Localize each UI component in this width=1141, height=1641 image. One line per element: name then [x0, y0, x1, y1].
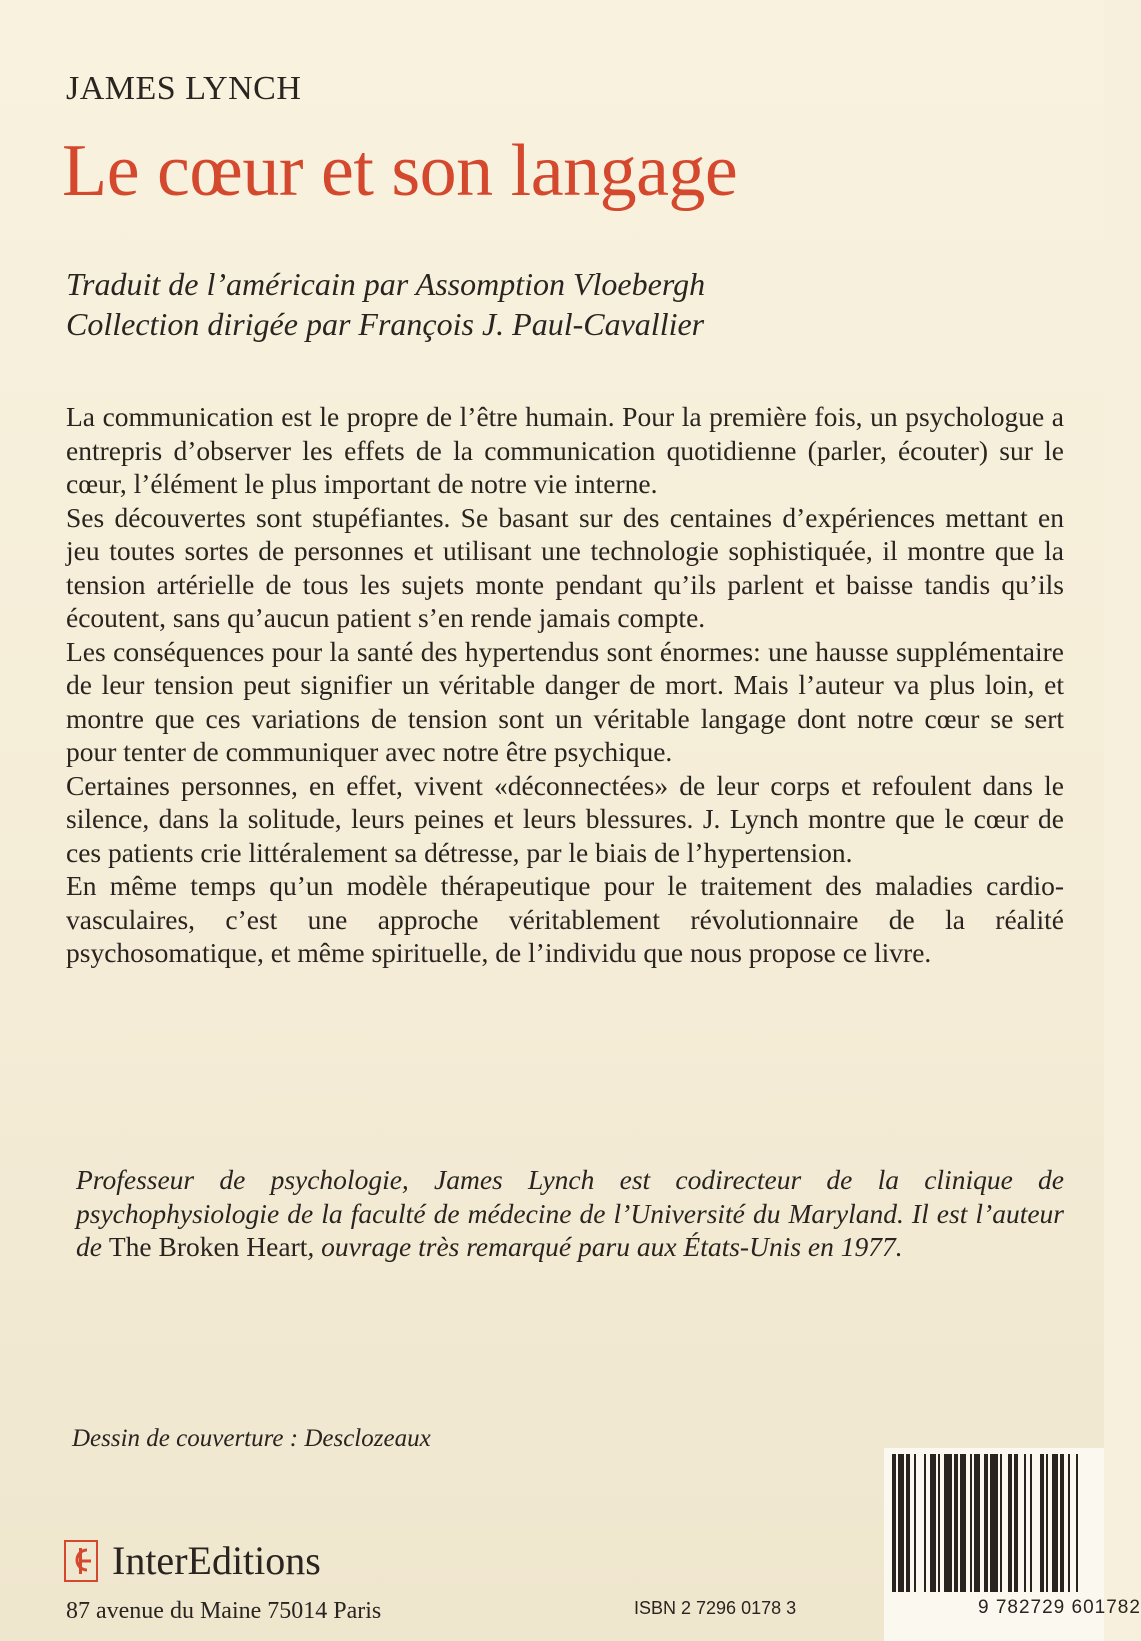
blurb-paragraph: Certaines personnes, en effet, vivent «déconnectées» de leur corps et refoulent dans le silence, dans la solitude, leurs peines et leurs blessures. J. Lynch montre que le cœur de ces patients crie littéralement sa détresse, par le biais de l’hypertension. [66, 769, 1064, 868]
barcode-bar [938, 1454, 940, 1592]
barcode-bar [1060, 1454, 1064, 1592]
isbn-number: ISBN 2 7296 0178 3 [634, 1598, 797, 1618]
barcode-bar [914, 1454, 916, 1592]
barcode-bar [960, 1454, 966, 1592]
barcode-bar [930, 1454, 936, 1592]
barcode-bar [1008, 1454, 1012, 1592]
bio-text: , ouvrage très remarqué paru aux États-Unis en 1977. [307, 1231, 903, 1262]
author-bio [76, 1163, 1064, 1264]
blurb-paragraph: Les conséquences pour la santé des hypertendus sont énormes: une hausse supplémentaire de leur tension peut signifier un véritable danger de mort. Mais l’auteur va plus loin, et montre que ces variations de tension sont un véritable langage dont notre cœur se sert pour tenter de communiquer avec notre être psychique. [66, 635, 1064, 767]
publisher-address: 87 avenue du Maine 75014 Paris [66, 1598, 382, 1624]
barcode-bar [1024, 1454, 1026, 1592]
translator-credit: Traduit de l’américain par Assomption Vloebergh [66, 266, 706, 302]
blurb-text [66, 400, 1064, 970]
blurb-paragraph: Ses découvertes sont stupéfiantes. Se basant sur des centaines d’expériences mettant en jeu toutes sortes de personnes et utilisant une technologie sophistiquée, il montre que la tension artérielle de tous les sujets monte pendant qu’ils parlent et baisse tandis qu’ils écoutent, sans qu’aucun patient s’en rende jamais compte. [66, 501, 1064, 633]
barcode-bar [906, 1454, 910, 1592]
barcode-digits: 9 782729 601782 [978, 1597, 1141, 1618]
barcode-bar [924, 1454, 926, 1592]
barcode-bar [1068, 1454, 1070, 1592]
barcode-bar [944, 1454, 952, 1592]
publisher-logo-icon [64, 1540, 98, 1582]
publisher-name: InterEditions [112, 1538, 321, 1583]
publisher-block [64, 1537, 321, 1584]
bio-book-title: The Broken Heart [108, 1231, 308, 1262]
bio-text: Professeur de psychologie, James Lynch est codirecteur de la clinique de psychophysiologie de la faculté de médecine de l’Université du Maryland. Il est l’auteur de [76, 1164, 1064, 1262]
barcode-bar [1046, 1454, 1048, 1592]
barcode-bar [1030, 1454, 1032, 1592]
barcode-bar [990, 1454, 998, 1592]
blurb-paragraph: La communication est le propre de l’être humain. Pour la première fois, un psychologue a entrepris d’observer les effets de la communication quotidienne (parler, écouter) sur le cœur, l’élément le plus important de notre vie interne. [66, 401, 1064, 499]
book-title: Le cœur et son langage [62, 130, 738, 212]
cover-credit: Dessin de couverture : Desclozeaux [72, 1425, 431, 1452]
barcode [892, 1454, 1096, 1592]
barcode-bar [1076, 1454, 1078, 1592]
credits-block [66, 264, 1046, 344]
barcode-bar [984, 1454, 988, 1592]
barcode-bar [898, 1454, 904, 1592]
barcode-bar [1014, 1454, 1018, 1592]
blurb-paragraph: En même temps qu’un modèle thérapeutique pour le traitement des maladies cardio-vasculaires, c’est une approche véritablement révolutionnaire de la réalité psychosomatique, et même spirituelle, de l’individu que nous propose ce livre. [66, 870, 1064, 968]
barcode-bar [1052, 1454, 1058, 1592]
barcode-bar [974, 1454, 980, 1592]
barcode-bar [892, 1454, 896, 1592]
author-name: JAMES LYNCH [66, 70, 302, 107]
barcode-bar [954, 1454, 958, 1592]
barcode-bar [1000, 1454, 1002, 1592]
series-credit: Collection dirigée par François J. Paul-Cavallier [66, 306, 705, 342]
barcode-bar [970, 1454, 972, 1592]
barcode-bar [1040, 1454, 1044, 1592]
